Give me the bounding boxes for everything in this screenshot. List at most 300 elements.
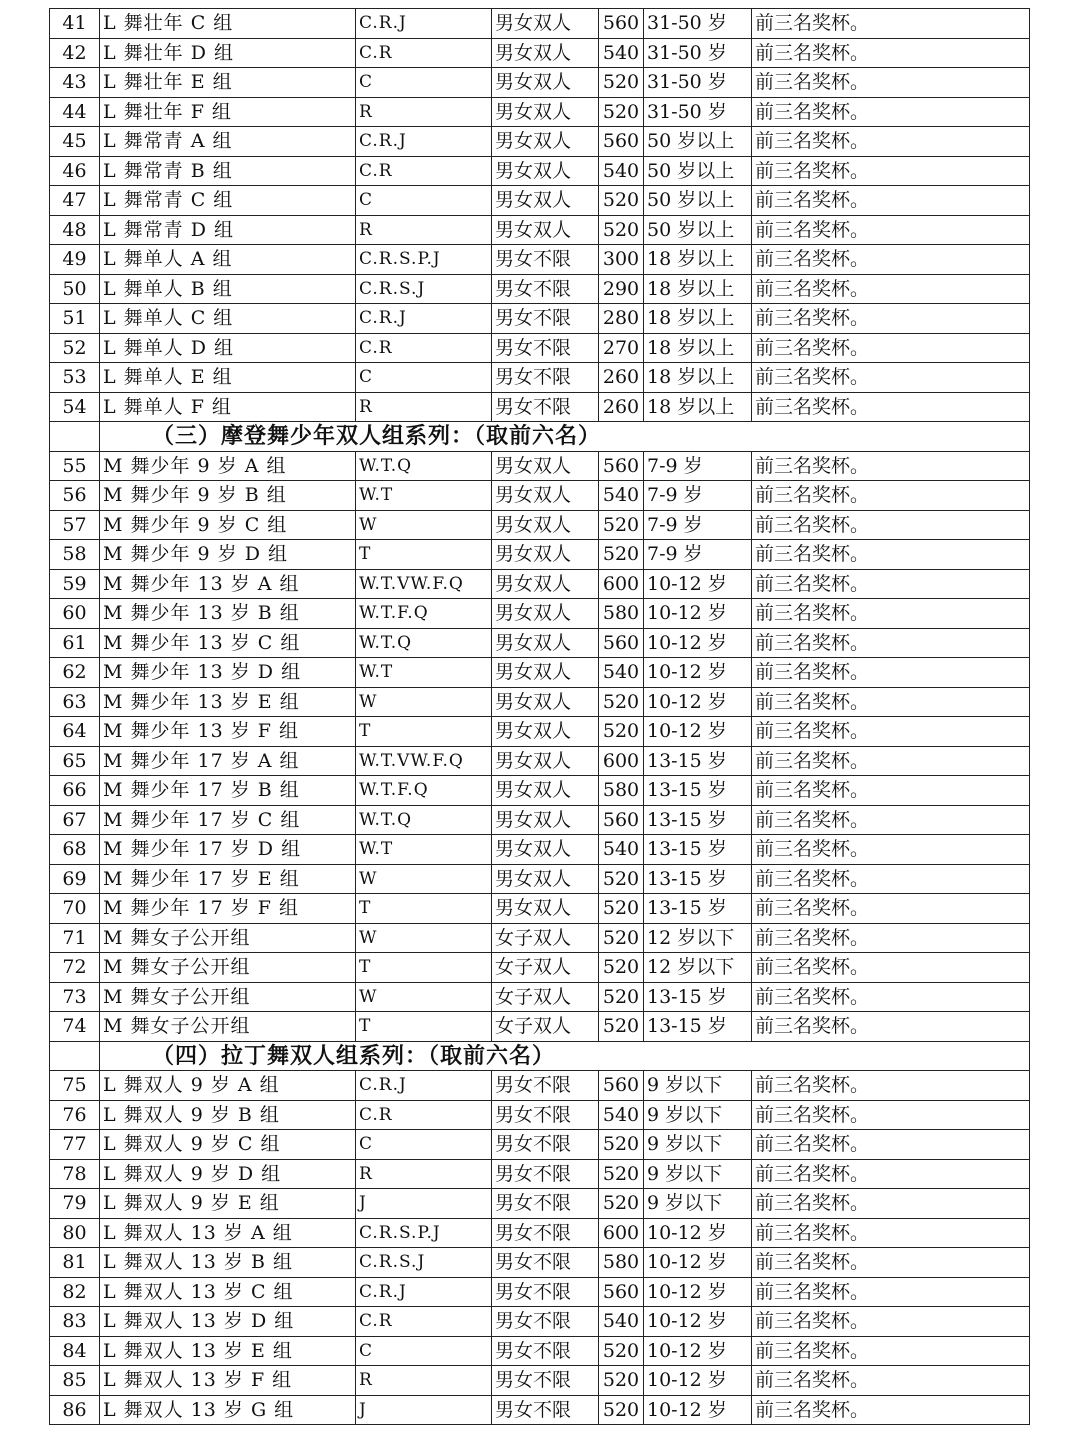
gender-requirement: 男女双人	[492, 186, 599, 216]
age-range: 7-9 岁	[644, 481, 752, 511]
dance-codes: C.R.S.J	[356, 274, 492, 304]
entry-fee: 520	[599, 1130, 644, 1160]
award-description: 前三名奖杯。	[752, 127, 1030, 157]
dance-codes: C	[356, 68, 492, 98]
event-name: M 舞少年 17 岁 D 组	[100, 835, 356, 865]
event-name: L 舞单人 A 组	[100, 245, 356, 275]
row-number: 41	[50, 9, 100, 39]
entry-fee: 560	[599, 127, 644, 157]
dance-codes: W	[356, 864, 492, 894]
gender-requirement: 男女不限	[492, 1130, 599, 1160]
entry-fee: 520	[599, 540, 644, 570]
table-row	[50, 776, 1030, 806]
event-name: M 舞少年 9 岁 B 组	[100, 481, 356, 511]
entry-fee: 520	[599, 215, 644, 245]
row-number: 86	[50, 1395, 100, 1425]
award-description: 前三名奖杯。	[752, 1395, 1030, 1425]
entry-fee: 600	[599, 1218, 644, 1248]
table-row	[50, 1336, 1030, 1366]
table-body	[50, 9, 1030, 1425]
gender-requirement: 男女双人	[492, 658, 599, 688]
award-description: 前三名奖杯。	[752, 274, 1030, 304]
row-number: 80	[50, 1218, 100, 1248]
event-name: L 舞双人 13 岁 E 组	[100, 1336, 356, 1366]
gender-requirement: 男女双人	[492, 540, 599, 570]
award-description: 前三名奖杯。	[752, 1336, 1030, 1366]
row-number: 77	[50, 1130, 100, 1160]
dance-codes: R	[356, 1366, 492, 1396]
table-row	[50, 569, 1030, 599]
award-description: 前三名奖杯。	[752, 38, 1030, 68]
table-row	[50, 1277, 1030, 1307]
event-name: L 舞壮年 D 组	[100, 38, 356, 68]
gender-requirement: 男女不限	[492, 1336, 599, 1366]
dance-codes: W.T.Q	[356, 628, 492, 658]
row-number: 78	[50, 1159, 100, 1189]
entry-fee: 260	[599, 392, 644, 422]
age-range: 13-15 岁	[644, 1012, 752, 1042]
row-number: 45	[50, 127, 100, 157]
gender-requirement: 女子双人	[492, 982, 599, 1012]
award-description: 前三名奖杯。	[752, 1071, 1030, 1101]
table-row	[50, 658, 1030, 688]
dance-codes: W.T.Q	[356, 805, 492, 835]
award-description: 前三名奖杯。	[752, 1189, 1030, 1219]
age-range: 13-15 岁	[644, 835, 752, 865]
gender-requirement: 男女不限	[492, 392, 599, 422]
dance-codes: R	[356, 392, 492, 422]
row-number: 43	[50, 68, 100, 98]
event-name: M 舞少年 17 岁 C 组	[100, 805, 356, 835]
row-number: 82	[50, 1277, 100, 1307]
age-range: 10-12 岁	[644, 569, 752, 599]
table-row	[50, 1248, 1030, 1278]
award-description: 前三名奖杯。	[752, 304, 1030, 334]
row-number: 81	[50, 1248, 100, 1278]
event-name: M 舞女子公开组	[100, 982, 356, 1012]
event-name: L 舞单人 B 组	[100, 274, 356, 304]
gender-requirement: 女子双人	[492, 923, 599, 953]
dance-codes: C.R.J	[356, 1071, 492, 1101]
event-name: L 舞双人 13 岁 A 组	[100, 1218, 356, 1248]
award-description: 前三名奖杯。	[752, 9, 1030, 39]
table-row	[50, 9, 1030, 39]
dance-codes: C.R	[356, 1307, 492, 1337]
award-description: 前三名奖杯。	[752, 658, 1030, 688]
row-number: 55	[50, 451, 100, 481]
row-number: 47	[50, 186, 100, 216]
table-row	[50, 97, 1030, 127]
dance-codes: R	[356, 1159, 492, 1189]
entry-fee: 520	[599, 982, 644, 1012]
table-row	[50, 510, 1030, 540]
section-spacer-cell	[50, 1041, 100, 1071]
row-number: 56	[50, 481, 100, 511]
entry-fee: 520	[599, 923, 644, 953]
gender-requirement: 男女双人	[492, 97, 599, 127]
dance-codes: C.R	[356, 333, 492, 363]
age-range: 10-12 岁	[644, 628, 752, 658]
row-number: 70	[50, 894, 100, 924]
gender-requirement: 男女双人	[492, 599, 599, 629]
row-number: 76	[50, 1100, 100, 1130]
event-name: M 舞少年 17 岁 E 组	[100, 864, 356, 894]
gender-requirement: 男女不限	[492, 1366, 599, 1396]
entry-fee: 540	[599, 835, 644, 865]
dance-codes: C.R.J	[356, 304, 492, 334]
age-range: 10-12 岁	[644, 1218, 752, 1248]
age-range: 10-12 岁	[644, 658, 752, 688]
age-range: 18 岁以上	[644, 363, 752, 393]
table-row	[50, 156, 1030, 186]
age-range: 9 岁以下	[644, 1159, 752, 1189]
age-range: 13-15 岁	[644, 982, 752, 1012]
award-description: 前三名奖杯。	[752, 156, 1030, 186]
award-description: 前三名奖杯。	[752, 1366, 1030, 1396]
row-number: 61	[50, 628, 100, 658]
table-row	[50, 1100, 1030, 1130]
event-name: M 舞少年 13 岁 D 组	[100, 658, 356, 688]
age-range: 50 岁以上	[644, 127, 752, 157]
table-row	[50, 274, 1030, 304]
entry-fee: 260	[599, 363, 644, 393]
gender-requirement: 男女不限	[492, 363, 599, 393]
award-description: 前三名奖杯。	[752, 1277, 1030, 1307]
dance-codes: C	[356, 186, 492, 216]
table-row	[50, 746, 1030, 776]
dance-codes: T	[356, 717, 492, 747]
gender-requirement: 男女不限	[492, 1159, 599, 1189]
event-name: L 舞常青 D 组	[100, 215, 356, 245]
dance-codes: W.T.F.Q	[356, 776, 492, 806]
award-description: 前三名奖杯。	[752, 1100, 1030, 1130]
gender-requirement: 男女双人	[492, 835, 599, 865]
award-description: 前三名奖杯。	[752, 953, 1030, 983]
entry-fee: 600	[599, 746, 644, 776]
dance-codes: C	[356, 1336, 492, 1366]
dance-codes: T	[356, 894, 492, 924]
award-description: 前三名奖杯。	[752, 68, 1030, 98]
award-description: 前三名奖杯。	[752, 1130, 1030, 1160]
entry-fee: 290	[599, 274, 644, 304]
age-range: 18 岁以上	[644, 274, 752, 304]
award-description: 前三名奖杯。	[752, 835, 1030, 865]
age-range: 50 岁以上	[644, 215, 752, 245]
entry-fee: 560	[599, 451, 644, 481]
age-range: 18 岁以上	[644, 304, 752, 334]
table-row	[50, 864, 1030, 894]
table-row	[50, 687, 1030, 717]
gender-requirement: 男女不限	[492, 1100, 599, 1130]
age-range: 10-12 岁	[644, 1366, 752, 1396]
age-range: 50 岁以上	[644, 156, 752, 186]
age-range: 18 岁以上	[644, 392, 752, 422]
event-name: L 舞双人 9 岁 D 组	[100, 1159, 356, 1189]
age-range: 50 岁以上	[644, 186, 752, 216]
table-row	[50, 540, 1030, 570]
row-number: 44	[50, 97, 100, 127]
row-number: 65	[50, 746, 100, 776]
row-number: 52	[50, 333, 100, 363]
gender-requirement: 男女不限	[492, 1071, 599, 1101]
gender-requirement: 男女双人	[492, 451, 599, 481]
age-range: 10-12 岁	[644, 1277, 752, 1307]
award-description: 前三名奖杯。	[752, 717, 1030, 747]
row-number: 57	[50, 510, 100, 540]
event-name: L 舞双人 13 岁 F 组	[100, 1366, 356, 1396]
gender-requirement: 男女不限	[492, 1189, 599, 1219]
event-name: L 舞双人 13 岁 G 组	[100, 1395, 356, 1425]
award-description: 前三名奖杯。	[752, 569, 1030, 599]
dance-codes: C.R.S.J	[356, 1248, 492, 1278]
entry-fee: 540	[599, 481, 644, 511]
event-name: M 舞少年 13 岁 C 组	[100, 628, 356, 658]
gender-requirement: 男女不限	[492, 333, 599, 363]
entry-fee: 560	[599, 1277, 644, 1307]
gender-requirement: 男女双人	[492, 805, 599, 835]
entry-fee: 300	[599, 245, 644, 275]
dance-codes: C.R	[356, 38, 492, 68]
row-number: 68	[50, 835, 100, 865]
gender-requirement: 男女不限	[492, 274, 599, 304]
gender-requirement: 男女双人	[492, 864, 599, 894]
dance-codes: W.T	[356, 658, 492, 688]
dance-codes: C.R.J	[356, 1277, 492, 1307]
award-description: 前三名奖杯。	[752, 628, 1030, 658]
age-range: 10-12 岁	[644, 687, 752, 717]
age-range: 12 岁以下	[644, 953, 752, 983]
event-name: L 舞双人 13 岁 D 组	[100, 1307, 356, 1337]
award-description: 前三名奖杯。	[752, 894, 1030, 924]
age-range: 10-12 岁	[644, 1307, 752, 1337]
row-number: 69	[50, 864, 100, 894]
award-description: 前三名奖杯。	[752, 687, 1030, 717]
table-row	[50, 717, 1030, 747]
table-row	[50, 68, 1030, 98]
award-description: 前三名奖杯。	[752, 805, 1030, 835]
gender-requirement: 男女双人	[492, 894, 599, 924]
event-name: L 舞单人 D 组	[100, 333, 356, 363]
entry-fee: 580	[599, 599, 644, 629]
dance-codes: W	[356, 982, 492, 1012]
table-row	[50, 628, 1030, 658]
entry-fee: 270	[599, 333, 644, 363]
table-row	[50, 982, 1030, 1012]
table-row	[50, 1130, 1030, 1160]
age-range: 31-50 岁	[644, 38, 752, 68]
dance-codes: J	[356, 1395, 492, 1425]
table-row	[50, 1071, 1030, 1101]
table-row	[50, 835, 1030, 865]
event-name: L 舞单人 E 组	[100, 363, 356, 393]
age-range: 18 岁以上	[644, 333, 752, 363]
dance-codes: T	[356, 540, 492, 570]
table-row	[50, 186, 1030, 216]
row-number: 85	[50, 1366, 100, 1396]
age-range: 12 岁以下	[644, 923, 752, 953]
row-number: 71	[50, 923, 100, 953]
row-number: 53	[50, 363, 100, 393]
entry-fee: 520	[599, 1159, 644, 1189]
gender-requirement: 男女双人	[492, 215, 599, 245]
event-name: L 舞常青 A 组	[100, 127, 356, 157]
row-number: 84	[50, 1336, 100, 1366]
entry-fee: 520	[599, 894, 644, 924]
row-number: 66	[50, 776, 100, 806]
table-row	[50, 1159, 1030, 1189]
age-range: 10-12 岁	[644, 717, 752, 747]
entry-fee: 520	[599, 510, 644, 540]
dance-codes: C.R.S.P.J	[356, 1218, 492, 1248]
entry-fee: 580	[599, 1248, 644, 1278]
entry-fee: 600	[599, 569, 644, 599]
table-row	[50, 451, 1030, 481]
gender-requirement: 男女不限	[492, 1277, 599, 1307]
entry-fee: 520	[599, 1189, 644, 1219]
entry-fee: 540	[599, 1100, 644, 1130]
event-name: L 舞双人 9 岁 B 组	[100, 1100, 356, 1130]
entry-fee: 560	[599, 628, 644, 658]
entry-fee: 520	[599, 687, 644, 717]
row-number: 75	[50, 1071, 100, 1101]
section-header-row	[50, 1041, 1030, 1071]
dance-codes: W.T	[356, 481, 492, 511]
age-range: 13-15 岁	[644, 776, 752, 806]
row-number: 42	[50, 38, 100, 68]
event-name: L 舞壮年 C 组	[100, 9, 356, 39]
age-range: 10-12 岁	[644, 1395, 752, 1425]
dance-codes: W.T.VW.F.Q	[356, 569, 492, 599]
table-row	[50, 1307, 1030, 1337]
event-name: M 舞少年 9 岁 C 组	[100, 510, 356, 540]
event-name: L 舞双人 9 岁 C 组	[100, 1130, 356, 1160]
award-description: 前三名奖杯。	[752, 363, 1030, 393]
event-name: M 舞少年 13 岁 A 组	[100, 569, 356, 599]
row-number: 72	[50, 953, 100, 983]
age-range: 31-50 岁	[644, 97, 752, 127]
event-name: M 舞女子公开组	[100, 1012, 356, 1042]
table-row	[50, 953, 1030, 983]
age-range: 10-12 岁	[644, 1248, 752, 1278]
entry-fee: 520	[599, 864, 644, 894]
row-number: 60	[50, 599, 100, 629]
dance-codes: C.R.J	[356, 127, 492, 157]
age-range: 13-15 岁	[644, 746, 752, 776]
event-name: L 舞双人 9 岁 A 组	[100, 1071, 356, 1101]
gender-requirement: 男女双人	[492, 127, 599, 157]
table-row	[50, 1366, 1030, 1396]
section-title: （四）拉丁舞双人组系列：（取前六名）	[100, 1041, 1030, 1071]
entry-fee: 520	[599, 97, 644, 127]
age-range: 7-9 岁	[644, 540, 752, 570]
entry-fee: 280	[599, 304, 644, 334]
entry-fee: 520	[599, 1336, 644, 1366]
event-name: M 舞少年 13 岁 F 组	[100, 717, 356, 747]
award-description: 前三名奖杯。	[752, 97, 1030, 127]
gender-requirement: 男女不限	[492, 1248, 599, 1278]
gender-requirement: 男女双人	[492, 9, 599, 39]
row-number: 67	[50, 805, 100, 835]
award-description: 前三名奖杯。	[752, 540, 1030, 570]
event-name: M 舞女子公开组	[100, 923, 356, 953]
dance-codes: C	[356, 1130, 492, 1160]
award-description: 前三名奖杯。	[752, 245, 1030, 275]
row-number: 58	[50, 540, 100, 570]
award-description: 前三名奖杯。	[752, 1248, 1030, 1278]
entry-fee: 560	[599, 9, 644, 39]
gender-requirement: 男女不限	[492, 1395, 599, 1425]
dance-codes: T	[356, 1012, 492, 1042]
award-description: 前三名奖杯。	[752, 481, 1030, 511]
table-row	[50, 805, 1030, 835]
award-description: 前三名奖杯。	[752, 392, 1030, 422]
dance-codes: W.T	[356, 835, 492, 865]
award-description: 前三名奖杯。	[752, 215, 1030, 245]
table-row	[50, 1012, 1030, 1042]
event-name: L 舞双人 9 岁 E 组	[100, 1189, 356, 1219]
age-range: 7-9 岁	[644, 451, 752, 481]
dance-codes: W.T.Q	[356, 451, 492, 481]
award-description: 前三名奖杯。	[752, 510, 1030, 540]
row-number: 59	[50, 569, 100, 599]
table-row	[50, 1218, 1030, 1248]
entry-fee: 520	[599, 953, 644, 983]
dance-codes: C.R	[356, 156, 492, 186]
event-name: M 舞少年 13 岁 B 组	[100, 599, 356, 629]
age-range: 10-12 岁	[644, 599, 752, 629]
table-row	[50, 392, 1030, 422]
age-range: 9 岁以下	[644, 1189, 752, 1219]
event-name: M 舞女子公开组	[100, 953, 356, 983]
row-number: 79	[50, 1189, 100, 1219]
entry-fee: 560	[599, 805, 644, 835]
event-name: L 舞常青 C 组	[100, 186, 356, 216]
entry-fee: 520	[599, 1012, 644, 1042]
event-name: M 舞少年 9 岁 D 组	[100, 540, 356, 570]
dance-codes: W	[356, 687, 492, 717]
gender-requirement: 男女不限	[492, 245, 599, 275]
gender-requirement: 男女双人	[492, 481, 599, 511]
table-row	[50, 304, 1030, 334]
table-row	[50, 215, 1030, 245]
row-number: 73	[50, 982, 100, 1012]
dance-codes: C.R	[356, 1100, 492, 1130]
row-number: 74	[50, 1012, 100, 1042]
age-range: 7-9 岁	[644, 510, 752, 540]
competition-table	[49, 8, 1030, 1425]
entry-fee: 540	[599, 658, 644, 688]
section-spacer-cell	[50, 422, 100, 452]
event-name: M 舞少年 17 岁 A 组	[100, 746, 356, 776]
age-range: 31-50 岁	[644, 9, 752, 39]
gender-requirement: 女子双人	[492, 1012, 599, 1042]
age-range: 9 岁以下	[644, 1130, 752, 1160]
award-description: 前三名奖杯。	[752, 776, 1030, 806]
award-description: 前三名奖杯。	[752, 982, 1030, 1012]
row-number: 48	[50, 215, 100, 245]
event-name: L 舞双人 13 岁 C 组	[100, 1277, 356, 1307]
dance-codes: T	[356, 953, 492, 983]
event-name: L 舞常青 B 组	[100, 156, 356, 186]
event-name: M 舞少年 13 岁 E 组	[100, 687, 356, 717]
award-description: 前三名奖杯。	[752, 864, 1030, 894]
row-number: 49	[50, 245, 100, 275]
table-row	[50, 38, 1030, 68]
award-description: 前三名奖杯。	[752, 1307, 1030, 1337]
row-number: 46	[50, 156, 100, 186]
event-name: L 舞壮年 E 组	[100, 68, 356, 98]
row-number: 50	[50, 274, 100, 304]
